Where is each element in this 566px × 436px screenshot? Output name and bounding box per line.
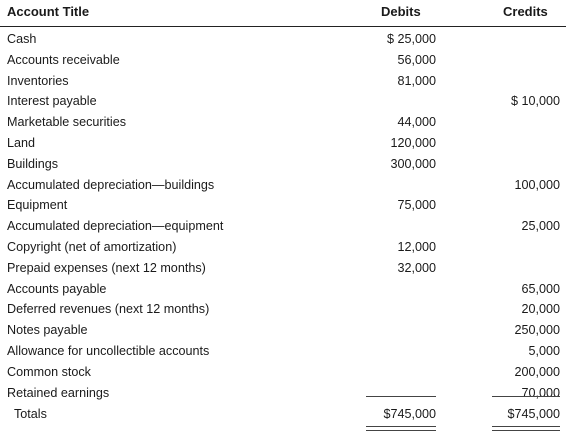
account-title: Deferred revenues (next 12 months)	[7, 302, 210, 317]
credit-amount: 250,000	[514, 323, 560, 338]
credit-amount: $ 10,000	[510, 94, 560, 109]
table-row	[0, 279, 566, 300]
debits-double-underline	[366, 426, 436, 431]
account-title: Inventories	[7, 73, 69, 88]
account-title: Prepaid expenses (next 12 months)	[7, 260, 206, 275]
debit-amount: 56,000	[397, 52, 436, 67]
table-row	[0, 320, 566, 341]
debit-amount: 44,000	[397, 115, 436, 130]
totals-label: Totals	[14, 407, 47, 421]
account-title: Common stock	[7, 364, 91, 379]
credit-amount: 70,000	[521, 385, 560, 400]
debit-amount: 300,000	[390, 156, 436, 171]
table-row	[0, 154, 566, 175]
account-title: Copyright (net of amortization)	[7, 239, 177, 254]
table-row	[0, 341, 566, 362]
debit-amount: 75,000	[397, 198, 436, 213]
table-row	[0, 50, 566, 71]
table-row	[0, 383, 566, 404]
table-row	[0, 362, 566, 383]
table-row	[0, 258, 566, 279]
account-title: Equipment	[7, 198, 68, 213]
account-title: Cash	[7, 32, 37, 46]
table-row	[0, 29, 566, 50]
account-title: Accounts receivable	[7, 52, 120, 67]
totals-row	[0, 404, 566, 424]
account-title: Accumulated depreciation—equipment	[7, 219, 224, 234]
table-row	[0, 112, 566, 133]
credit-amount: 5,000	[528, 343, 560, 358]
debit-amount: 120,000	[390, 135, 436, 150]
total-credits: $745,000	[507, 407, 560, 421]
table-header	[0, 0, 566, 27]
account-title: Interest payable	[7, 94, 97, 109]
debit-amount: 12,000	[397, 239, 436, 254]
account-title: Marketable securities	[7, 115, 126, 130]
credits-subtotal-rule	[492, 396, 560, 397]
table-row	[0, 91, 566, 112]
account-title: Retained earnings	[7, 385, 110, 400]
account-title: Buildings	[7, 156, 59, 171]
credit-amount: 65,000	[521, 281, 560, 296]
account-title: Land	[7, 135, 36, 150]
table-row	[0, 175, 566, 196]
account-title: Accounts payable	[7, 281, 107, 296]
credit-amount: 25,000	[521, 219, 560, 234]
column-header-debits: Debits	[381, 4, 421, 19]
table-row	[0, 237, 566, 258]
account-title: Allowance for uncollectible accounts	[7, 343, 210, 358]
total-debits: $745,000	[383, 407, 436, 421]
debits-subtotal-rule	[366, 396, 436, 397]
table-row	[0, 133, 566, 154]
debit-amount: 81,000	[397, 73, 436, 88]
credit-amount: 100,000	[514, 177, 560, 192]
table-row	[0, 71, 566, 92]
credit-amount: 20,000	[521, 302, 560, 317]
debit-amount: 32,000	[397, 260, 436, 275]
column-header-account-title: Account Title	[7, 4, 90, 19]
table-row	[0, 216, 566, 237]
table-body	[0, 29, 566, 403]
table-row	[0, 195, 566, 216]
column-header-credits: Credits	[503, 4, 548, 19]
account-title: Accumulated depreciation—buildings	[7, 177, 215, 192]
account-title: Notes payable	[7, 323, 88, 338]
credit-amount: 200,000	[514, 364, 560, 379]
debit-amount: $ 25,000	[386, 32, 436, 46]
credits-double-underline	[492, 426, 560, 431]
table-row	[0, 299, 566, 320]
